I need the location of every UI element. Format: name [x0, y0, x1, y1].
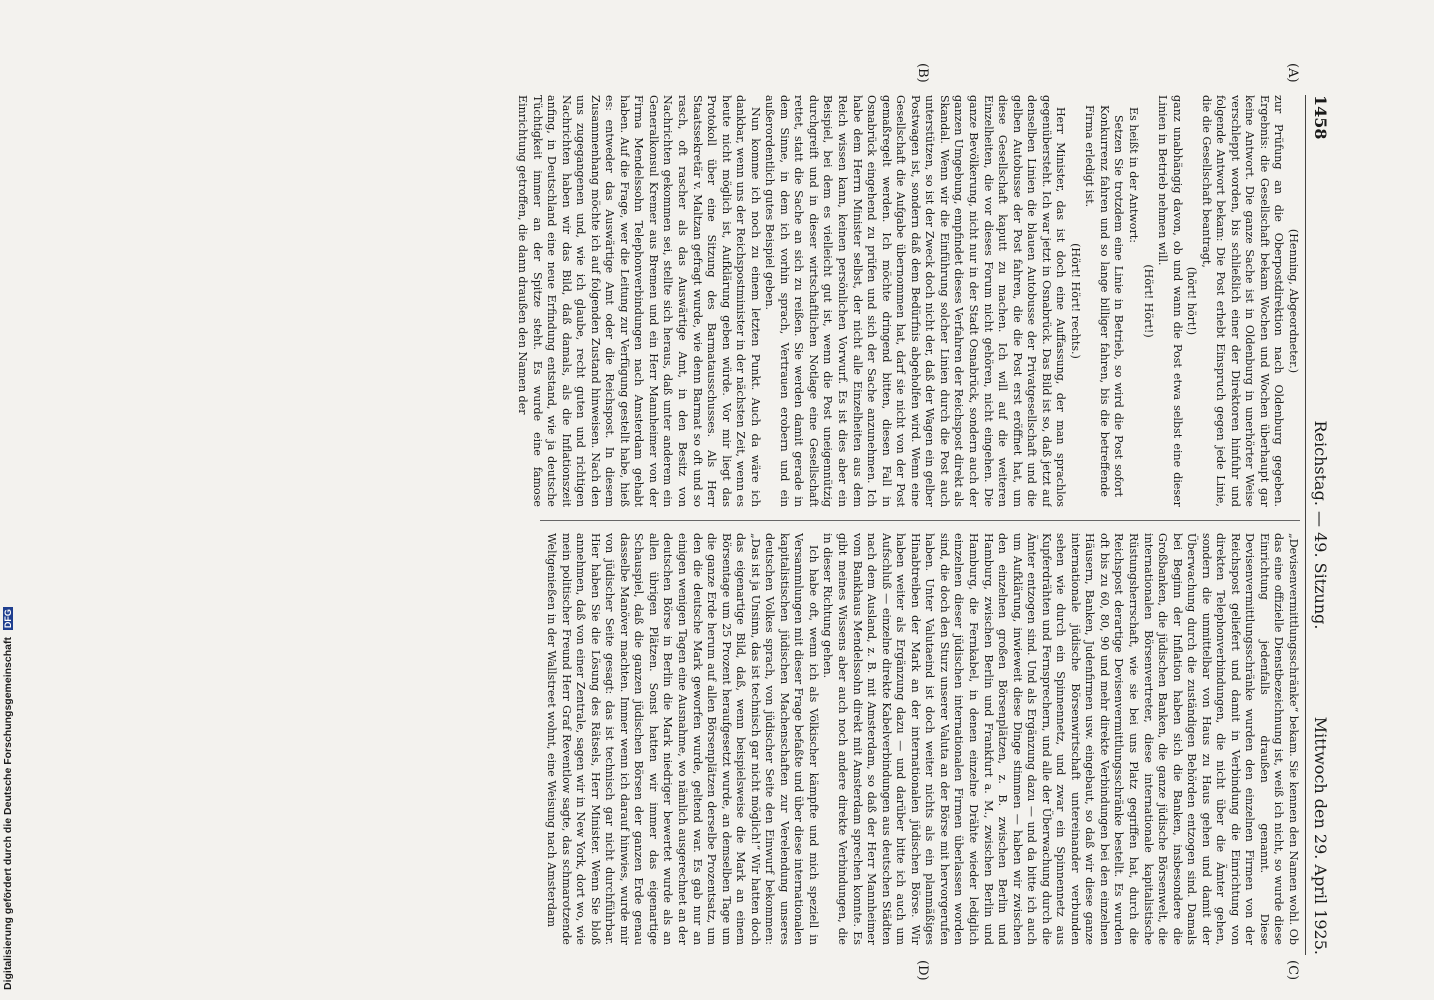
paragraph: (Henning, Abgeordneter.): [1287, 228, 1300, 374]
dfg-logo: DFG: [3, 609, 13, 629]
paragraph: Es heißt in der Antwort:: [1126, 107, 1140, 243]
column-divider: [540, 520, 1300, 521]
margin-marker-a: (A): [1285, 63, 1300, 83]
left-column: [500, 95, 1300, 507]
paragraph: (Hört! Hört!): [1141, 264, 1155, 338]
credit-text: Digitalisierung gefördert durch die Deutsche Forschungsgemeinschaft: [2, 637, 14, 990]
rotated-sheet: [95, 63, 1330, 981]
header-date: Mittwoch den 29. April 1925.: [1311, 716, 1330, 955]
margin-marker-b: (B): [915, 63, 930, 83]
paragraph: „Devisenvermittlungsschränke“ bekam. Sie kennen den Namen wohl. Ob das eine offizielle Dienstbezeichnung ist, weiß ich nicht, so wurde diese Einrichtung jedenfalls draußen genannt. Diese Devisenvermittlungsschränke wurden den einzelnen Firmen von der Reichspost geliefert und damit in Verbindung die Einrichtung von direkten Telephonverbindungen, die nicht über die Ämter gehen, sondern die unmittelbar von Haus zu Haus gehen und damit der Überwachung durch die zuständigen Behörden entzogen sind. Damals bei Beginn der Inflation haben sich die Banken, insbesondere die Großbanken, die jüdischen Banken, die ganze jüdische Börsenwelt, die internationalen Börsenvertreter, diese internationale kapitalistische Rüstungsherrschaft, wie sie bei uns Platz gegriffen hat, durch die Reichspost derartige Devisenvermittlungsschränke bestellt. Es wurden oft bis zu 60, 80, 90 und mehr direkte Verbindungen bei den einzelnen Häusern, Banken, Judenfirmen usw. eingebaut, so daß wir diese ganze internationale jüdische Börsenwirtschaft untereinander verbunden sehen wie durch ein Spinnennetz, und zwar ein Spinnennetz aus Kupferdrähten und Fernsprechern, und alle der Überwachung durch die Ämter entzogen sind. Und als Ergänzung dazu — und da bitte ich auch um Aufklärung, inwieweit diese Dinge stimmen — haben wir zwischen den einzelnen großen Börsenplätzen, z. B. zwischen Berlin und Hamburg, zwischen Berlin und Frankfurt a. M., zwischen Berlin und Hamburg, die Fernkabel, in denen einzelne Drähte wieder lediglich einzelnen dieser jüdischen internationalen Firmen überlassen worden sind, die doch den Sturz unserer Valuta an der Börse mit hervorgerufen haben. Unter Valutaeind ist doch weiter nichts als ein planmäßiges Hinabtreiben der Mark an der internationalen jüdischen Börse. Wir haben weiter als Ergänzung dazu — und darüber bitte ich auch um Aufschluß — einzelne direkte Kabelverbindungen aus deutschen Städten nach dem Ausland, z. B. mit Amsterdam, so daß der Herr Mannheimer vom Bankhaus Mendelssohn direkt mit Amsterdam sprechen konnte. Es gibt meines Wissens aber auch noch andere direkte Verbindungen, die in dieser Richtung gehen.: [821, 533, 1300, 945]
margin-marker-c: (C): [1285, 960, 1300, 981]
paragraph: Herr Minister, das ist doch eine Auffassung, der man sprachlos gegenübersteht. Ich war jetzt in Osnabrück. Das Bild ist so, daß jetzt auf denselben Linien die blauen Autobusse der Privatgesellschaft und die gelben Autobusse der Post fahren, die die Post erst eröffnet hat, um diese Gesellschaft kaputt zu machen. Ich will auf die weiteren Einzelheiten, die vor dieses Forum nicht gehören, nicht eingehen. Die ganze Bevölkerung, nicht nur in der Stadt Osnabrück, sondern auch der ganzen Umgebung, empfindet dieses Verfahren der Reichspost direkt als Skandal. Wenn wir die Einführung solcher Linien durch die Post auch unterstützen, so ist der Zweck doch nicht der, daß der Wagen ein gelber Postwagen ist, sondern daß dem Bedürfnis abgeholfen wird. Wenn eine Gesellschaft die Aufgabe übernommen hat, darf sie nicht von der Post gemaßregelt werden. Ich möchte dringend bitten, diesen Fall in Osnabrück eingehend zu prüfen und sich der Sache anzunehmen. Ich habe dem Herrn Minister selbst, der nicht alle Einzelheiten aus dem Reich wissen kann, keinen persönlichen Vorwurf. Es ist dies aber ein Beispiel, bei dem es vielleicht gut ist, wenn die Post uneigennützig durchgreift und in dieser wirtschaftlichen Notlage eine Gesellschaft rettet, statt die Sache an sich zu reißen. Sie werden damit gerade in dem Sinne, in dem ich vorhin sprach, Vertrauen erobern und ein außerordentlich gutes Beispiel geben.: [763, 95, 1068, 507]
paragraph: zur Prüfung an die Oberpostdirektion nach Oldenburg gegeben. Ergebnis: die Gesellschaft bekam Wochen und Wochen überhaupt gar keine Antwort. Die ganze Sache ist in Oldenburg in unerhörter Weise verschleppt worden, bis schließlich einer der Direktoren hinfuhr und folgende Antwort bekam: Die Post erhebt Einspruch gegen jede Linie, die die Gesellschaft beantragt,: [1199, 95, 1286, 507]
digitization-credit: [2, 600, 18, 990]
page-number: 1458: [1311, 95, 1330, 140]
paragraph: Ich habe oft, wenn ich als Völkischer kämpfte und mich speziell in Versammlungen mit dieser Frage befaßte und über diese internationalen kapitalistischen jüdischen Machenschaften zur Verelendung unseres deutschen Volkes sprach, von jüdischer Seite den Einwurf bekommen: „Das ist ja Unsinn, das ist technisch gar nicht möglich!“ Wir hatten doch das eigenartige Bild, daß, wenn beispielsweise die Mark an einem Börsentage um 25 Prozent heraufgesetzt wurde, an demselben Tage um die ganze Erde herum auf allen Börsenplätzen derselbe Prozentsatz, um den die deutsche Mark geworfen wurde, geltend war. Es gab nur an einigen wenigen Tagen eine Ausnahme, wo nämlich ausgerechnet an der deutschen Börse in Berlin die Mark niedriger bewertet wurde als an allen übrigen Plätzen. Sonst hatten wir immer das eigenartige Schauspiel, daß die ganzen jüdischen Börsen der ganzen Erde genau dasselbe Manöver machten. Immer wenn ich darauf hinwies, wurde mir von jüdischer Seite gesagt: das ist technisch gar nicht durchführbar. Hier haben Sie die Lösung des Rätsels, Herr Minister. Wenn Sie bloß annehmen, daß von einer Zentrale, sagen wir in New York, dort wo, wie mein politischer Freund Herr Graf Reventlow sagte, das schmarotzende Weltgenießen in der Wallstreet wohnt, eine Weisung nach Amsterdam: [545, 533, 820, 945]
paragraph: (hört! hört!): [1185, 266, 1199, 336]
paragraph: Setzen Sie trotzdem eine Linie in Betrieb, so wird die Post sofort Konkurrenz fahren und so lange billiger fahren, bis die betreffende Firma erledigt ist.: [1083, 105, 1126, 497]
running-header: [1308, 95, 1330, 955]
paragraph: ganz unabhängig davon, ob und wann die Post etwa selbst eine dieser Linien in Betrieb nehmen will.: [1156, 95, 1184, 507]
paragraph: (Hört! Hört! rechts.): [1068, 243, 1082, 359]
right-column: [500, 533, 1300, 945]
margin-marker-d: (D): [915, 960, 930, 981]
header-center: Reichstag. — 49. Sitzung.: [1311, 420, 1330, 630]
header-rule: [1305, 95, 1306, 955]
paragraph: Nun komme ich noch zu einem letzten Punkt. Auch da wäre ich dankbar, wenn uns der Reichspostminister in der nächsten Zeit, wenn es heute nicht möglich ist, Aufklärung geben würde. Vor mir liegt das Protokoll über eine Sitzung des Barmatausschusses. Als Herr Staatssekretär v. Maltzan gefragt wurde, wie denn Barmat so oft und so rasch, oft rascher als das Auswärtige Amt, in den Besitz von Nachrichten gekommen sei, stellte sich heraus, daß unter anderem ein Generalkonsul Kremer aus Bremen und ein Herr Mannheimer von der Firma Mendelssohn Telephonverbindungen nach Amsterdam gehabt haben. Auf die Frage, wer die Leitung zur Verfügung gestellt habe, hieß es: entweder das Auswärtige Amt oder die Reichspost. In diesem Zusammenhang möchte ich auf folgenden Zustand hinweisen. Nach den uns zugegangenen und, wie ich glaube, recht guten und richtigen Nachrichten haben wir das Bild, daß damals, als die Inflationszeit anfing, in Deutschland eine neue Erfindung entstand, wie ja deutsche Tüchtigkeit immer an der Spitze steht. Es wurde eine famose Einrichtung getroffen, die dann draußen den Namen der: [516, 95, 762, 507]
